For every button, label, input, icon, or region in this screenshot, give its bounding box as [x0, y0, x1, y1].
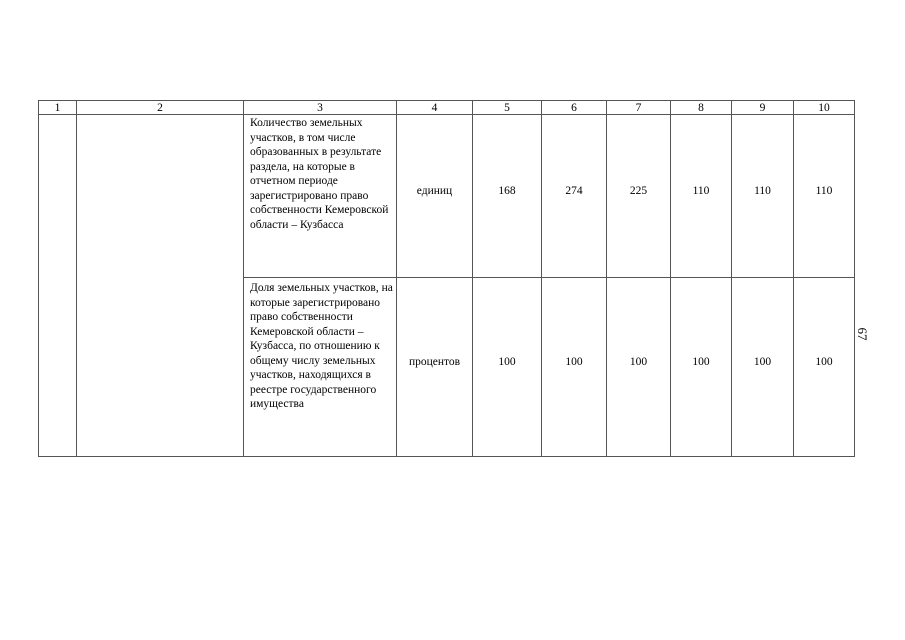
value-cell: 100 — [542, 278, 607, 457]
indicator-description: Количество земельных участков, в том числе образованных в результате раздела, на которые в отчетном периоде зарегистрировано право собственности Кемеровской области – Кузбасса — [244, 115, 397, 278]
value-cell: 110 — [794, 115, 855, 278]
empty-cell-col1 — [39, 115, 77, 457]
value-cell: 110 — [671, 115, 732, 278]
empty-cell-col2 — [77, 115, 244, 457]
value-cell: 100 — [794, 278, 855, 457]
table-row — [39, 115, 855, 278]
header-row — [39, 101, 855, 115]
header-cell-2: 2 — [77, 101, 244, 115]
header-cell-7: 7 — [607, 101, 671, 115]
value-cell: 110 — [732, 115, 794, 278]
indicator-unit: процентов — [397, 278, 473, 457]
value-cell: 100 — [607, 278, 671, 457]
header-cell-3: 3 — [244, 101, 397, 115]
value-cell: 168 — [473, 115, 542, 278]
value-cell: 225 — [607, 115, 671, 278]
value-cell: 274 — [542, 115, 607, 278]
header-cell-6: 6 — [542, 101, 607, 115]
header-cell-8: 8 — [671, 101, 732, 115]
indicator-unit: единиц — [397, 115, 473, 278]
header-cell-10: 10 — [794, 101, 855, 115]
header-cell-5: 5 — [473, 101, 542, 115]
value-cell: 100 — [732, 278, 794, 457]
page-number: 67 — [855, 327, 870, 341]
indicator-description: Доля земельных участков, на которые зарегистрировано право собственности Кемеровской области – Кузбасса, по отношению к общему числу земельных участков, находящихся в реестре государственного имущества — [244, 278, 397, 457]
indicator-table — [38, 100, 855, 457]
header-cell-4: 4 — [397, 101, 473, 115]
value-cell: 100 — [473, 278, 542, 457]
value-cell: 100 — [671, 278, 732, 457]
header-cell-1: 1 — [39, 101, 77, 115]
header-cell-9: 9 — [732, 101, 794, 115]
